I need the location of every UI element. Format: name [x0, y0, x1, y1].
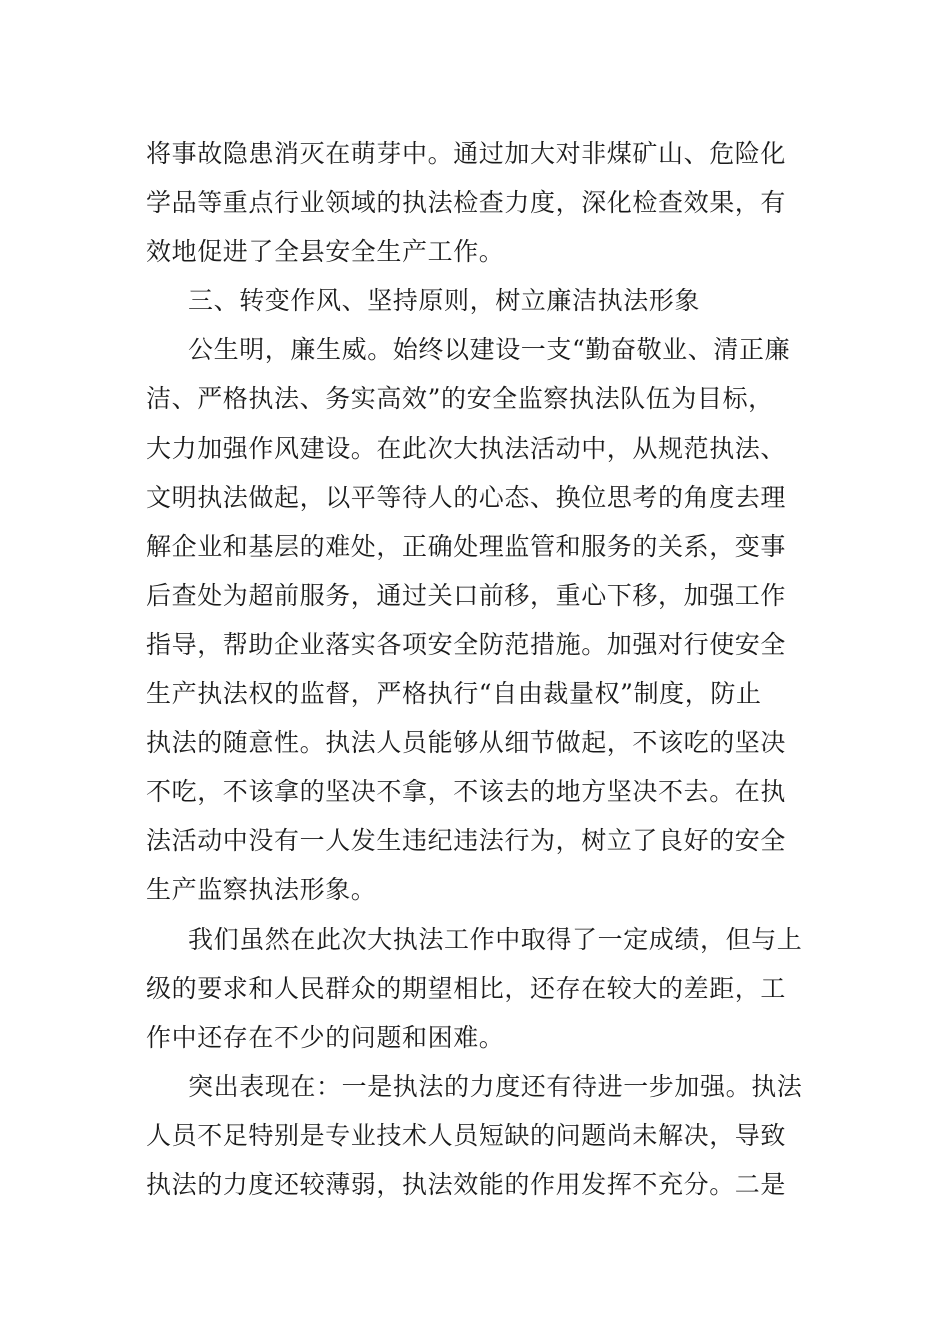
text-line: 生产执法权的监督，严格执行“自由裁量权”制度，防止 — [146, 679, 762, 709]
text-line: 不吃，不该拿的坚决不拿，不该去的地方坚决不去。在执 — [146, 777, 787, 807]
text-line: 后查处为超前服务，通过关口前移，重心下移，加强工作 — [146, 580, 787, 610]
text-line: 学品等重点行业领域的执法检查力度，深化检查效果，有 — [146, 188, 787, 218]
text-line: 大力加强作风建设。在此次大执法活动中，从规范执法、 — [146, 433, 787, 463]
text-line: 级的要求和人民群众的期望相比，还存在较大的差距，工 — [146, 973, 787, 1003]
text-line: 我们虽然在此次大执法工作中取得了一定成绩，但与上 — [188, 924, 803, 954]
text-line: 效地促进了全县安全生产工作。 — [146, 237, 505, 267]
text-line: 解企业和基层的难处，正确处理监管和服务的关系，变事 — [146, 531, 787, 561]
text-line: 公生明，廉生威。始终以建设一支“勤奋敬业、清正廉 — [188, 335, 791, 365]
section-heading: 三、转变作风、坚持原则，树立廉洁执法形象 — [188, 286, 701, 316]
text-line: 文明执法做起，以平等待人的心态、换位思考的角度去理 — [146, 482, 787, 512]
document-body — [146, 129, 806, 1209]
text-line: 指导，帮助企业落实各项安全防范措施。加强对行使安全 — [146, 629, 787, 659]
text-line: 作中还存在不少的问题和困难。 — [146, 1022, 505, 1052]
text-line: 人员不足特别是专业技术人员短缺的问题尚未解决，导致 — [146, 1120, 787, 1150]
text-line: 法活动中没有一人发生违纪违法行为，树立了良好的安全 — [146, 826, 787, 856]
text-line: 突出表现在：一是执法的力度还有待进一步加强。执法 — [188, 1071, 803, 1101]
text-line: 执法的力度还较薄弱，执法效能的作用发挥不充分。二是 — [146, 1169, 787, 1199]
text-line: 执法的随意性。执法人员能够从细节做起，不该吃的坚决 — [146, 728, 787, 758]
text-line: 洁、严格执法、务实高效”的安全监察执法队伍为目标， — [146, 384, 774, 414]
text-line: 将事故隐患消灭在萌芽中。通过加大对非煤矿山、危险化 — [146, 139, 787, 168]
text-line: 生产监察执法形象。 — [146, 875, 377, 905]
